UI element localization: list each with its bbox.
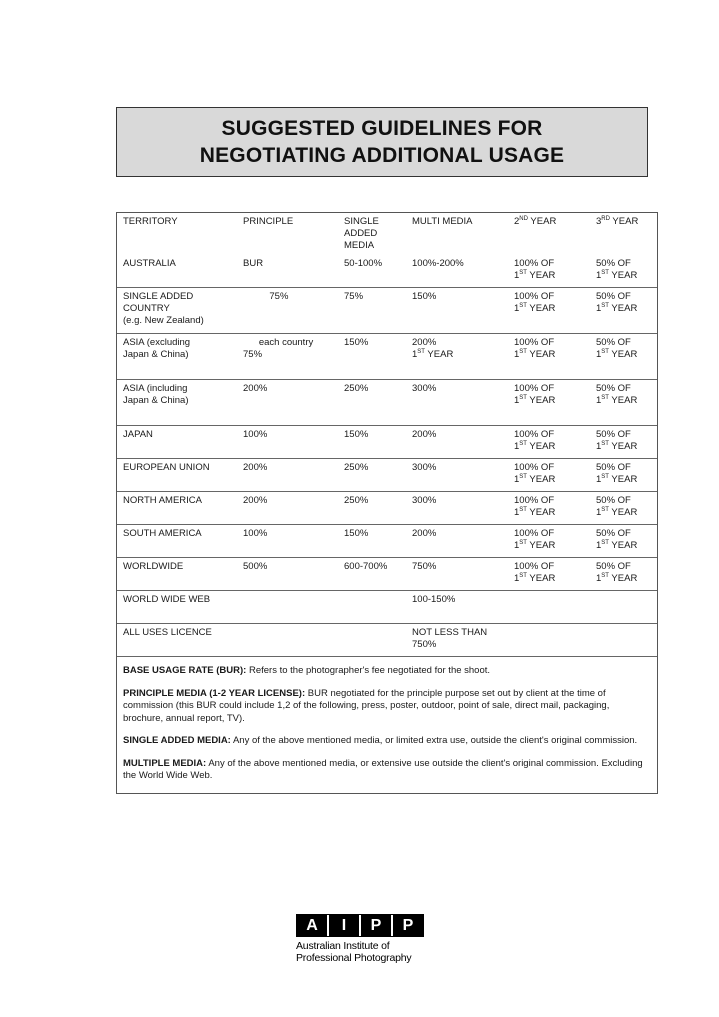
header-multi-media: MULTI MEDIA: [412, 216, 473, 227]
cell-2nd-year: 100% OF 1ST YEAR: [514, 495, 556, 518]
cell-2nd-year: 100% OF 1ST YEAR: [514, 429, 556, 452]
cell-territory: SOUTH AMERICA: [123, 528, 202, 539]
cell-multi-media: 200%: [412, 429, 437, 440]
cell-3rd-year: 50% OF 1ST YEAR: [596, 561, 638, 584]
cell-2nd-year: 100% OF 1ST YEAR: [514, 383, 556, 406]
cell-principle: BUR: [243, 258, 264, 269]
cell-3rd-year: 50% OF 1ST YEAR: [596, 258, 638, 281]
cell-territory: EUROPEAN UNION: [123, 462, 210, 473]
cell-principle: 200%: [243, 383, 268, 394]
cell-territory: AUSTRALIA: [123, 258, 176, 269]
cell-2nd-year: 100% OF 1ST YEAR: [514, 528, 556, 551]
cell-principle: each country 75%: [243, 337, 314, 360]
title-line-2: NEGOTIATING ADDITIONAL USAGE: [199, 144, 565, 167]
definition-principle-media: PRINCIPLE MEDIA (1-2 YEAR LICENSE): BUR negotiated for the principle purpose set out by client at the time of commission (this BUR could include 1,2 of the following, press, poster, outdoor, point of sale, direct mail, packaging, brochure, annual report, TV).: [123, 687, 610, 724]
cell-single-added-media: 150%: [344, 429, 369, 440]
cell-single-added-media: 600-700%: [344, 561, 388, 572]
table-row: [117, 623, 657, 656]
cell-3rd-year: 50% OF 1ST YEAR: [596, 495, 638, 518]
logo-letter: P: [361, 915, 393, 936]
cell-multi-media: 300%: [412, 383, 437, 394]
cell-3rd-year: 50% OF 1ST YEAR: [596, 337, 638, 360]
usage-table: [116, 212, 658, 794]
cell-3rd-year: 50% OF 1ST YEAR: [596, 291, 638, 314]
header-principle: PRINCIPLE: [243, 216, 294, 227]
cell-single-added-media: 75%: [344, 291, 364, 302]
cell-3rd-year: [590, 624, 659, 656]
header-3rd-year: 3RD YEAR: [596, 215, 639, 227]
cell-single-added-media: 150%: [344, 528, 369, 539]
cell-multi-media: 200% 1ST YEAR: [412, 337, 454, 360]
cell-2nd-year: 100% OF 1ST YEAR: [514, 561, 556, 584]
cell-territory: NORTH AMERICA: [123, 495, 203, 506]
aipp-logo: [296, 914, 424, 964]
table-row: [117, 287, 657, 333]
cell-territory: JAPAN: [123, 429, 153, 440]
cell-single-added-media: [338, 624, 406, 656]
logo-letter: I: [329, 915, 361, 936]
cell-2nd-year: 100% OF 1ST YEAR: [514, 291, 556, 314]
header-single-added-media: SINGLE ADDED MEDIA: [344, 216, 379, 251]
header-territory: TERRITORY: [123, 216, 178, 227]
cell-principle: 500%: [243, 561, 268, 572]
cell-territory: ASIA (excluding Japan & China): [123, 337, 191, 360]
cell-multi-media: 100%-200%: [412, 258, 464, 269]
table-body: [117, 255, 657, 656]
table-row: [117, 491, 657, 524]
cell-3rd-year: 50% OF 1ST YEAR: [596, 383, 638, 406]
table-row: [117, 590, 657, 623]
cell-single-added-media: 250%: [344, 495, 369, 506]
cell-single-added-media: 250%: [344, 383, 369, 394]
cell-3rd-year: 50% OF 1ST YEAR: [596, 462, 638, 485]
table-row: [117, 333, 657, 379]
table-row: [117, 425, 657, 458]
cell-3rd-year: 50% OF 1ST YEAR: [596, 429, 638, 452]
table-header-row: [117, 213, 657, 255]
header-2nd-year: 2ND YEAR: [514, 215, 557, 227]
cell-territory: WORLDWIDE: [123, 561, 184, 572]
cell-principle: 200%: [243, 495, 268, 506]
cell-territory: WORLD WIDE WEB: [123, 594, 211, 605]
cell-2nd-year: 100% OF 1ST YEAR: [514, 462, 556, 485]
cell-single-added-media: [338, 591, 406, 623]
table-row: [117, 524, 657, 557]
table-row: [117, 557, 657, 590]
cell-multi-media: 300%: [412, 495, 437, 506]
cell-2nd-year: [508, 624, 590, 656]
cell-multi-media: 750%: [412, 561, 437, 572]
cell-principle: 200%: [243, 462, 268, 473]
definition-multiple-media: MULTIPLE MEDIA: Any of the above mentioned media, or extensive use outside the client's original commission. Excluding the World Wide Web.: [123, 757, 643, 781]
cell-multi-media: 100-150%: [412, 594, 456, 605]
logo-letters: [296, 914, 424, 937]
cell-2nd-year: 100% OF 1ST YEAR: [514, 337, 556, 360]
cell-3rd-year: 50% OF 1ST YEAR: [596, 528, 638, 551]
cell-multi-media: 300%: [412, 462, 437, 473]
cell-single-added-media: 250%: [344, 462, 369, 473]
cell-territory: SINGLE ADDED COUNTRY (e.g. New Zealand): [123, 291, 204, 326]
title-box: [116, 107, 648, 177]
cell-principle: 100%: [243, 528, 268, 539]
cell-territory: ALL USES LICENCE: [123, 627, 212, 638]
cell-principle: 75%: [243, 291, 289, 302]
definition-bur: BASE USAGE RATE (BUR): Refers to the photographer's fee negotiated for the shoot.: [123, 665, 491, 676]
table-row: [117, 255, 657, 287]
logo-text: Australian Institute of Professional Photography: [296, 940, 412, 964]
title-line-1: SUGGESTED GUIDELINES FOR: [221, 117, 543, 140]
cell-single-added-media: 150%: [344, 337, 369, 348]
cell-2nd-year: [508, 591, 590, 623]
logo-letter: A: [297, 915, 329, 936]
table-row: [117, 379, 657, 425]
cell-3rd-year: [590, 591, 659, 623]
cell-multi-media: 150%: [412, 291, 437, 302]
cell-2nd-year: 100% OF 1ST YEAR: [514, 258, 556, 281]
logo-letter: P: [393, 915, 423, 936]
cell-single-added-media: 50-100%: [344, 258, 383, 269]
definitions-section: [117, 656, 657, 793]
cell-principle: 100%: [243, 429, 268, 440]
cell-multi-media: 200%: [412, 528, 437, 539]
table-row: [117, 458, 657, 491]
cell-multi-media: NOT LESS THAN 750%: [412, 627, 488, 650]
cell-territory: ASIA (including Japan & China): [123, 383, 189, 406]
definition-single-added-media: SINGLE ADDED MEDIA: Any of the above mentioned media, or limited extra use, outside the client's original commission.: [123, 735, 638, 746]
cell-principle: [237, 624, 338, 656]
cell-principle: [237, 591, 338, 623]
